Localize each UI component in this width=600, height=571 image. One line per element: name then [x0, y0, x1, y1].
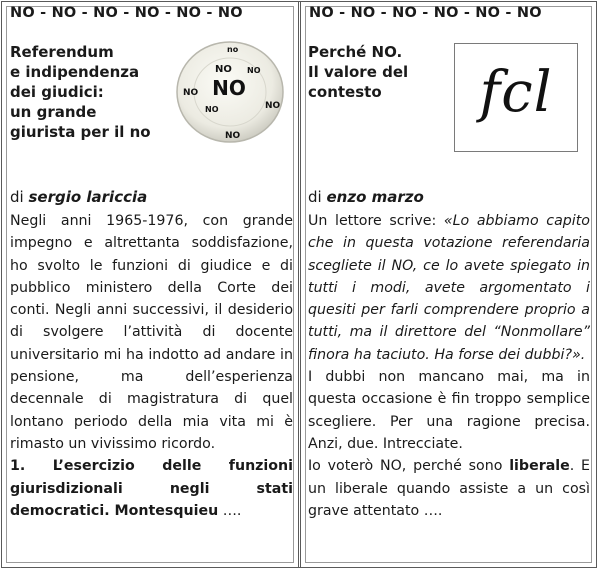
left-no-strip: NO - NO - NO - NO - NO - NO [10, 5, 243, 21]
right-paragraph-3: Io voterò NO, perché sono liberale. E un liberale quando assiste a un così grave attentato …. [308, 458, 591, 519]
fcl-logo-text: fcl [479, 60, 553, 125]
right-headline[interactable]: Perché NO. Il valore del contesto [308, 43, 409, 101]
plate-big-no: NO [212, 76, 246, 100]
right-author: enzo marzo [326, 188, 424, 206]
right-article-body [308, 210, 590, 522]
svg-text:NO: NO [225, 131, 241, 141]
left-byline: di sergio lariccia [10, 188, 148, 206]
left-headline[interactable]: Referendum e indipendenza dei giudici: un grande giurista per il no [10, 43, 151, 141]
left-author: sergio lariccia [28, 188, 148, 206]
left-paragraph-2: 1. L’esercizio delle funzioni giurisdizionali negli stati democratici. Montesquieu …. [10, 458, 293, 519]
left-paragraph-1: Negli anni 1965-1976, con grande impegno e altrettanta soddisfazione, ho svolto le funzioni di giudice e di pubblico ministero della Corte dei conti. Negli anni successivi, il desiderio di svolgere l’attività di docente universitario mi ha indotto ad andare in pensione, ma dell’esperienza decennale di magistratura di quel lontano periodo della mia vita mi è rimasto un vivissimo ricordo. [10, 213, 293, 452]
svg-text:NO: NO [247, 66, 261, 75]
left-article-body [10, 210, 293, 522]
svg-text:no: no [227, 45, 239, 54]
svg-text:NO: NO [215, 64, 232, 75]
fcl-logo [454, 43, 578, 152]
svg-text:NO: NO [265, 101, 281, 111]
right-paragraph-2: I dubbi non mancano mai, ma in questa occasione è fin troppo semplice scegliere. Per una ragione precisa. Anzi, due. Intrecciate. [308, 369, 590, 452]
svg-text:NO: NO [205, 105, 219, 114]
right-no-strip: NO - NO - NO - NO - NO - NO [309, 5, 542, 21]
svg-text:NO: NO [183, 88, 199, 98]
no-plate-image [175, 40, 285, 144]
right-paragraph-1: Un lettore scrive: «Lo abbiamo capito che in questa votazione referendaria scegliete il NO, ce lo avete spiegato in tutti i modi, avete argomentato i quesiti per farli comprendere proprio a tutti, ma il direttore del “Nonmollare” finora ha taciuto. Ha forse dei dubbi?». [308, 213, 590, 363]
right-byline: di enzo marzo [308, 188, 424, 206]
